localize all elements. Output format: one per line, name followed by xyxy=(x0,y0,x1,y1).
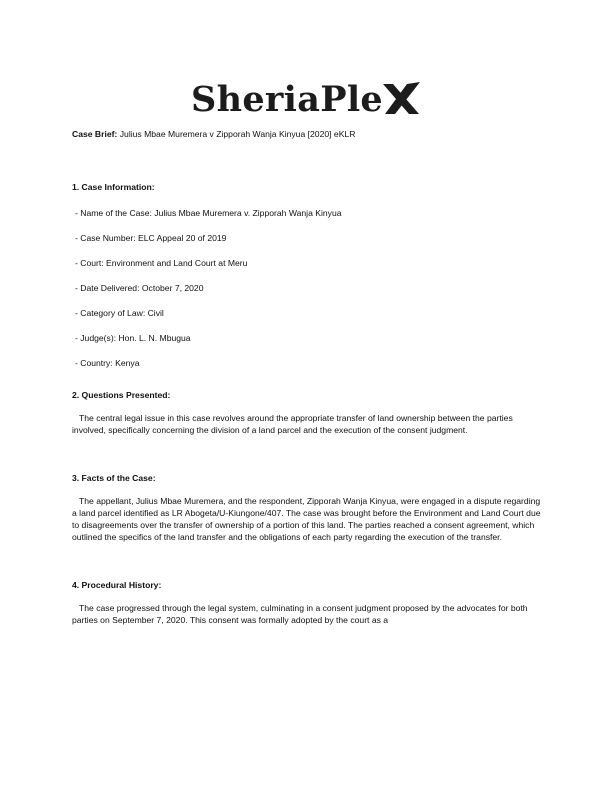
sheriaplex-logo xyxy=(0,76,612,122)
section-title-case-information: 1. Case Information: xyxy=(72,182,155,192)
case-brief-line xyxy=(72,128,547,140)
procedural-history-paragraph: The case progressed through the legal system, culminating in a consent judgment proposed by the advocates for both parties on September 7, 2020. This consent was formally adopted by the court as a xyxy=(72,603,528,625)
section-title-procedural-history: 4. Procedural History: xyxy=(72,580,162,590)
case-brief-title: Julius Mbae Muremera v Zipporah Wanja Kinyua [2020] eKLR xyxy=(117,129,356,139)
list-item: - Case Number: ELC Appeal 20 of 2019 xyxy=(75,233,227,243)
list-item: - Country: Kenya xyxy=(75,358,140,368)
case-information-list xyxy=(72,207,547,369)
logo-text: SheriaPle xyxy=(191,78,383,120)
list-item: - Judge(s): Hon. L. N. Mbugua xyxy=(75,333,191,343)
document-body xyxy=(72,128,547,626)
list-item: - Court: Environment and Land Court at Meru xyxy=(75,258,248,268)
list-item: - Name of the Case: Julius Mbae Muremera v. Zipporah Wanja Kinyua xyxy=(75,208,342,218)
list-item: - Date Delivered: October 7, 2020 xyxy=(75,283,204,293)
x-logo-icon xyxy=(381,81,421,117)
section-title-facts: 3. Facts of the Case: xyxy=(72,473,156,483)
section-title-questions: 2. Questions Presented: xyxy=(72,390,171,400)
case-brief-label: Case Brief: xyxy=(72,129,118,139)
facts-paragraph: The appellant, Julius Mbae Muremera, and the respondent, Zipporah Wanja Kinyua, were engaged in a dispute regarding a land parcel identified as LR Abogeta/U-Kiungone/407. The case was brought before the Environment and Land Court due to disagreements over the transfer of ownership of a portion of this land. The parties reached a consent agreement, which outlined the specifics of the land transfer and the obligations of each party regarding the execution of the transfer. xyxy=(72,496,541,542)
list-item: - Category of Law: Civil xyxy=(75,308,164,318)
questions-paragraph: The central legal issue in this case revolves around the appropriate transfer of land ownership between the parties involved, specifically concerning the division of a land parcel and the execution of the consent judgment. xyxy=(72,413,513,435)
